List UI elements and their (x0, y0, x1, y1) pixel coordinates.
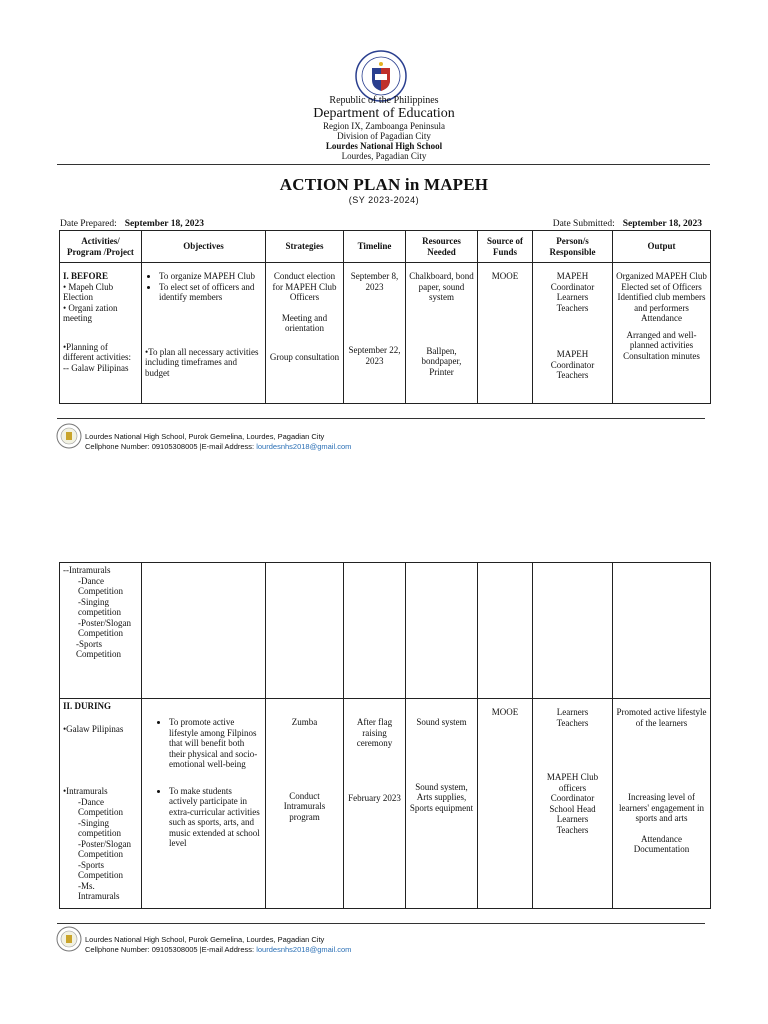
objective-item: • To make students actively participate in extra-curricular activities such as sports, arts, and music extended at school level (169, 786, 262, 849)
persons-cell (533, 699, 613, 909)
school-name: Lourdes National High School (325, 141, 443, 151)
activity-cell (60, 699, 142, 909)
person-item: Coordinator (550, 793, 595, 803)
date-submitted (553, 219, 702, 229)
person-item: Teachers (556, 302, 589, 313)
strategy-item: Conduct Intramurals program (283, 790, 326, 822)
person-item: Learners (556, 814, 589, 824)
col-header: Timeline (344, 231, 406, 263)
resources-item: Chalkboard, bond paper, sound system (409, 271, 474, 302)
output-item: Consultation minutes (623, 350, 700, 361)
email-link[interactable]: lourdesnhs2018@gmail.com (256, 945, 352, 954)
strategy-item: Zumba (291, 717, 318, 727)
footer-divider (57, 923, 705, 924)
activity-item: -Poster/Slogan Competition (78, 617, 131, 638)
school-seal-icon (56, 926, 82, 952)
person-item: MAPEH Club officers (546, 772, 599, 793)
activity-item: •Intramurals (63, 786, 108, 796)
output-item: Arranged and well-planned activities (626, 329, 697, 350)
output-item: Increasing level of learners' engagement in sports and arts (618, 792, 705, 823)
person-item: MAPEH Coordinator (550, 349, 595, 370)
objectives-cell (142, 563, 266, 699)
output-cell (613, 699, 711, 909)
footer-divider (57, 418, 705, 419)
output-item: Elected set of Officers Identified club members and performers (617, 281, 706, 313)
activity-item: --Intramurals (63, 565, 111, 575)
strategy-item: Group consultation (269, 351, 340, 362)
col-header: Output (613, 231, 711, 263)
activity-item: • Mapeh Club Election (63, 281, 114, 302)
funds-cell (478, 699, 533, 909)
activity-cell (60, 263, 142, 404)
activity-item: -- Galaw Pilipinas (63, 362, 129, 373)
school-seal-icon (56, 423, 82, 449)
objective-item: •To plan all necessary activities including timeframes and budget (145, 346, 259, 378)
footer-address: Lourdes National High School, Purok Gemelina, Lourdes, Pagadian City (85, 935, 325, 944)
objective-item: • To elect set of officers and identify members (159, 282, 262, 303)
resources-item: Sound system (416, 717, 467, 727)
date-submitted-label: Date Submitted: (552, 219, 615, 229)
date-prepared-label: Date Prepared: (60, 219, 117, 229)
person-item: Teachers (556, 717, 589, 728)
activity-item: -Dance Competition (78, 575, 123, 596)
email-link[interactable]: lourdesnhs2018@gmail.com (256, 442, 352, 451)
col-header: Source of Funds (478, 231, 533, 263)
output-item: Attendance (641, 313, 682, 323)
footer-address: Lourdes National High School, Purok Gemelina, Lourdes, Pagadian City (85, 432, 325, 441)
timeline-item: September 8, 2023 (350, 271, 399, 292)
resources-cell (406, 699, 478, 909)
region-text: Region IX, Zamboanga Peninsula (323, 121, 445, 131)
activity-item: -Singing competition (78, 817, 121, 838)
objective-item: • To organize MAPEH Club (159, 271, 262, 282)
resources-cell (406, 563, 478, 699)
section-heading-before: I. BEFORE (63, 271, 109, 281)
section-heading-during: II. DURING (63, 701, 112, 711)
activity-item: • Organi zation meeting (63, 302, 118, 323)
funds-cell (478, 563, 533, 699)
strategies-cell (266, 563, 344, 699)
date-prepared-value: September 18, 2023 (124, 219, 204, 229)
division-text: Division of Pagadian City (337, 131, 431, 141)
col-header: Resources Needed (406, 231, 478, 263)
timeline-cell (344, 699, 406, 909)
table-row (60, 563, 711, 699)
person-item: MAPEH Coordinator (550, 271, 595, 292)
action-plan-table-page1 (59, 230, 711, 404)
strategy-item: Meeting and orientation (281, 312, 328, 333)
persons-cell (533, 263, 613, 404)
person-item: School Head (549, 803, 596, 814)
timeline-item: September 22, 2023 (348, 345, 401, 366)
school-year: (SY 2023-2024) (348, 195, 420, 205)
output-item: Promoted active lifestyle of the learners (616, 707, 707, 728)
activity-item: -Sports Competition (78, 859, 123, 880)
activity-item: -Ms. Intramurals (78, 880, 120, 901)
republic-text: Republic of the Philippines (329, 95, 439, 106)
col-header: Strategies (266, 231, 344, 263)
timeline-cell (344, 563, 406, 699)
document-title: ACTION PLAN in MAPEH (279, 175, 489, 194)
persons-cell (533, 563, 613, 699)
department-name: Department of Education (313, 106, 455, 121)
footer-contact (85, 442, 351, 452)
activity-item: •Planning of different activities: (63, 341, 132, 362)
header-divider (57, 164, 710, 165)
resources-item: Sound system, Arts supplies, Sports equipment (409, 781, 474, 813)
timeline-item: February 2023 (348, 792, 401, 803)
strategies-cell (266, 263, 344, 404)
activity-item: -Dance Competition (78, 796, 123, 817)
person-item: Teachers (556, 370, 589, 380)
footer-page1 (85, 432, 351, 452)
strategy-item: Conduct election for MAPEH Club Officers (272, 271, 337, 302)
person-item: Teachers (556, 824, 589, 835)
col-header: Person/s Responsible (533, 231, 613, 263)
timeline-item: After flag raising ceremony (356, 717, 393, 748)
resources-item: Ballpen, bondpaper, Printer (421, 345, 462, 377)
person-item: Learners (556, 707, 589, 717)
activity-cell (60, 563, 142, 699)
objectives-cell (142, 699, 266, 909)
output-cell (613, 563, 711, 699)
date-prepared (60, 219, 204, 229)
table-row (60, 263, 711, 404)
output-item: Attendance Documentation (633, 833, 690, 854)
table-row (60, 699, 711, 909)
footer-contact-text: Cellphone Number: 09105308005 |E-mail Address: (85, 945, 257, 954)
funds-item: MOOE (491, 271, 519, 281)
col-header: Objectives (142, 231, 266, 263)
footer-contact-text: Cellphone Number: 09105308005 |E-mail Address: (85, 442, 257, 451)
objective-item: • To promote active lifestyle among Filpinos that will benefit both their physical and socio-emotional well-being (169, 717, 262, 770)
output-item: Organized MAPEH Club (616, 271, 707, 281)
footer-contact (85, 945, 351, 955)
school-location: Lourdes, Pagadian City (341, 151, 427, 161)
resources-cell (406, 263, 478, 404)
funds-item: MOOE (491, 707, 519, 717)
footer-page2 (85, 935, 351, 955)
timeline-cell (344, 263, 406, 404)
output-cell (613, 263, 711, 404)
objectives-cell (142, 263, 266, 404)
col-header: Activities/ Program /Project (60, 231, 142, 263)
activity-item: -Singing competition (78, 596, 121, 617)
funds-cell (478, 263, 533, 404)
action-plan-table-page2 (59, 562, 711, 909)
activity-item: •Galaw Pilipinas (63, 723, 124, 734)
person-item: Learners (556, 292, 589, 302)
activity-item: -Poster/Slogan Competition (78, 838, 131, 859)
activity-item: -Sports Competition (76, 638, 121, 659)
table-header-row (60, 231, 711, 263)
strategies-cell (266, 699, 344, 909)
date-submitted-value: September 18, 2023 (622, 219, 702, 229)
